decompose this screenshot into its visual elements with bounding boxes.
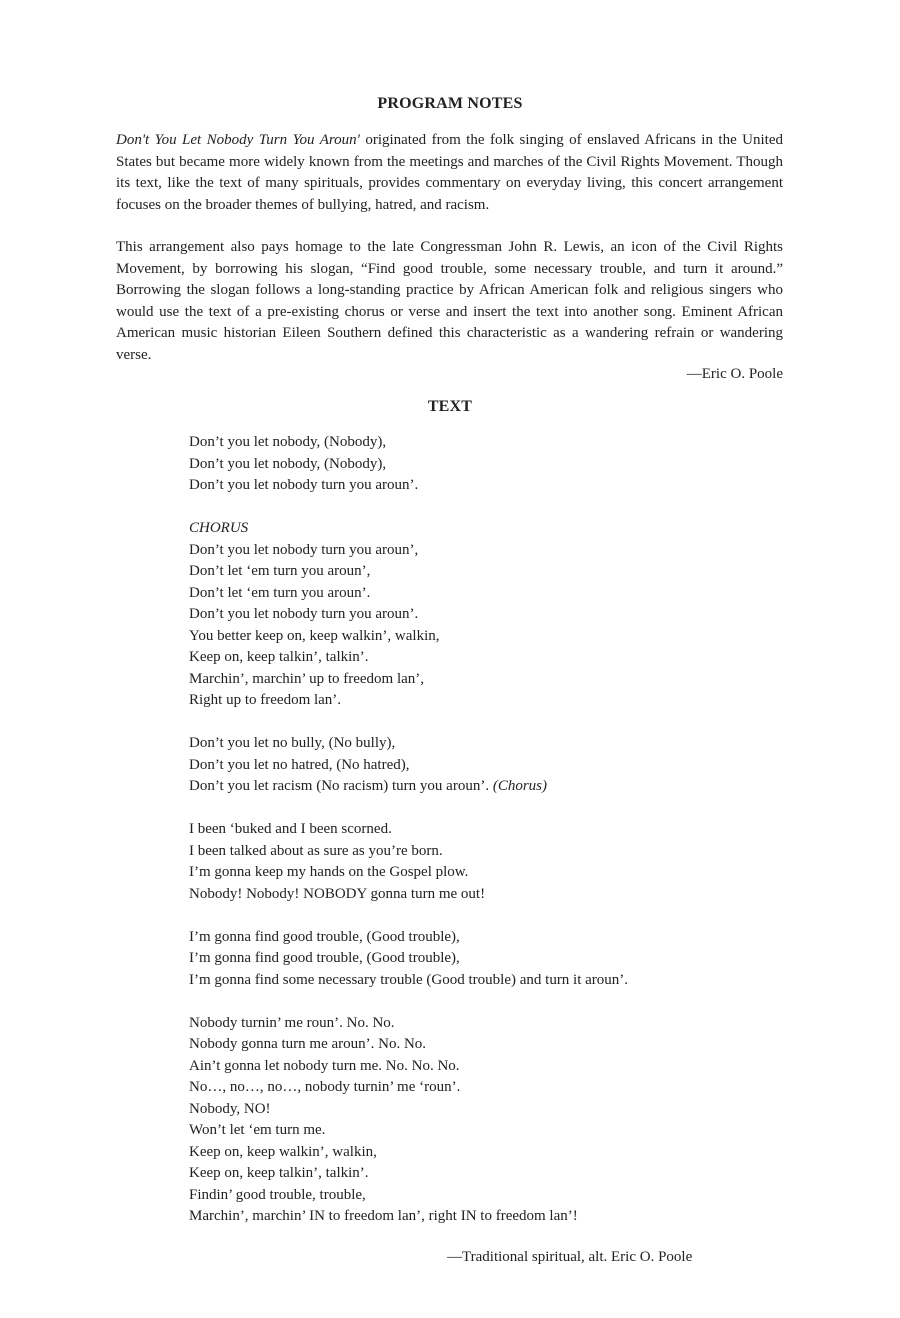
lyric-line: Keep on, keep walkin’, walkin, [189,1143,377,1160]
lyric-line: Nobody! Nobody! NOBODY gonna turn me out! [189,885,486,902]
chorus-cue: (Chorus) [492,778,547,794]
lyric-line: Don’t you let no bully, (No bully), [189,735,396,751]
lyric-line: Findin’ good trouble, trouble, [189,1186,366,1203]
lyric-line: Don’t you let nobody turn you aroun’, [189,541,419,558]
program-notes-paragraph-1 [116,130,783,216]
lyric-line: I been talked about as sure as you’re born. [189,842,443,859]
program-notes-attribution: —Eric O. Poole [686,366,783,382]
lyric-line: Keep on, keep talkin’, talkin’. [189,1165,369,1181]
stanza-3 [189,733,809,798]
lyric-line: I’m gonna keep my hands on the Gospel plow. [189,864,469,880]
text-attribution: —Traditional spiritual, alt. Eric O. Poole [447,1249,693,1265]
stanza-4 [189,819,809,905]
chorus-label: CHORUS [189,520,249,536]
lyric-line: Ain’t gonna let nobody turn me. No. No. No. [189,1057,460,1074]
lyric-line: Right up to freedom lan’. [189,692,342,708]
lyric-line: Don’t you let nobody turn you aroun’. [189,477,419,493]
text-heading: TEXT [427,398,473,415]
lyric-line: I’m gonna find good trouble, (Good trouble), [189,950,460,966]
lyric-line: You better keep on, keep walkin’, walkin, [189,627,440,644]
paragraph-1-text: originated from the folk singing of enslaved Africans in the United States but became more widely known from the meetings and marches of the Civil Rights Movement. Though its text, like the text of many spirituals, provides commentary on everyday living, this concert arrangement focuses on the broader themes of bullying, hatred, and racism. [116,132,783,213]
program-notes-heading: PROGRAM NOTES [377,95,523,112]
lyric-line: Don’t you let nobody, (Nobody), [189,455,387,472]
lyric-text: Don’t you let racism (No racism) turn you aroun’. [189,778,493,794]
program-notes-paragraph-2: This arrangement also pays homage to the late Congressman John R. Lewis, an icon of the Civil Rights Movement, by borrowing his slogan, “Find good trouble, some necessary trouble, and turn it around.” Borrowing the slogan follows a long-standing practice by African American folk and religious singers who would use the text of a pre-existing chorus or verse and insert the text into another song. Eminent African American music historian Eileen Southern defined this characteristic as a wandering refrain or wandering verse. [116,239,783,363]
lyric-line: Marchin’, marchin’ up to freedom lan’, [189,670,425,687]
lyrics [189,432,809,1228]
stanza-6 [189,1013,809,1228]
lyric-line: Don’t you let no hatred, (No hatred), [189,756,410,773]
chorus-stanza [189,518,809,712]
stanza-5 [189,927,809,992]
lyric-line: Nobody gonna turn me aroun’. No. No. [189,1036,427,1052]
lyric-line: Won’t let ‘em turn me. [189,1122,326,1138]
lyric-line: I’m gonna find good trouble, (Good trouble), [189,928,460,945]
lyric-line: I’m gonna find some necessary trouble (Good trouble) and turn it aroun’. [189,971,629,988]
song-title: Don't You Let Nobody Turn You Aroun' [116,132,360,148]
lyric-line: No…, no…, no…, nobody turnin’ me ‘roun’. [189,1079,461,1095]
lyric-line: I been ‘buked and I been scorned. [189,821,392,837]
lyric-line: Don’t let ‘em turn you aroun’. [189,584,371,601]
lyric-line: Don’t you let nobody turn you aroun’. [189,606,419,622]
lyric-line: Keep on, keep talkin’, talkin’. [189,649,369,665]
lyric-line: Nobody, NO! [189,1100,271,1117]
lyric-line [189,776,809,798]
lyric-line: Nobody turnin’ me roun’. No. No. [189,1014,395,1031]
lyric-line: Don’t you let nobody, (Nobody), [189,434,387,450]
lyric-line: Don’t let ‘em turn you aroun’, [189,563,371,579]
stanza-1 [189,432,809,497]
lyric-line: Marchin’, marchin’ IN to freedom lan’, right IN to freedom lan’! [189,1208,578,1224]
